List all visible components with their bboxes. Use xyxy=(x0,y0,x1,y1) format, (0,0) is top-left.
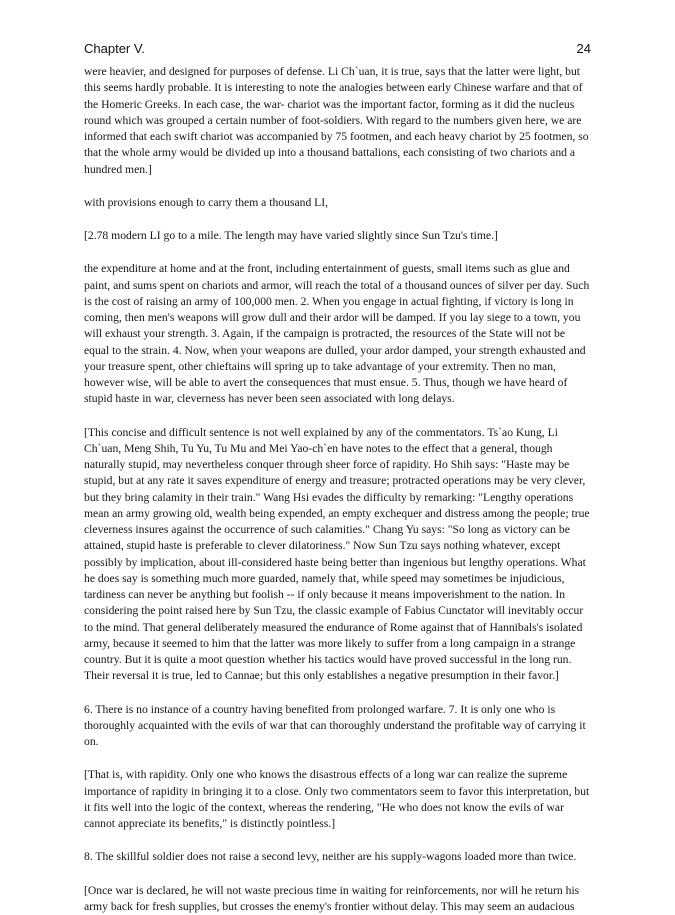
paragraph: 6. There is no instance of a country having benefited from prolonged warfare. 7. It is only one who is thoroughly acquainted with the evils of war that can thoroughly understand the profitable way of carrying it on. xyxy=(84,702,591,751)
chapter-title: Chapter V. xyxy=(84,40,145,58)
paragraph: 8. The skillful soldier does not raise a second levy, neither are his supply-wagons loaded more than twice. xyxy=(84,849,591,865)
paragraph: with provisions enough to carry them a thousand LI, xyxy=(84,195,591,211)
paragraph: the expenditure at home and at the front, including entertainment of guests, small items such as glue and paint, and sums spent on chariots and armor, will reach the total of a thousand ounces of silver per day. Such is the cost of raising an army of 100,000 men. 2. When you engage in actual fighting, if victory is long in coming, then men's weapons will grow dull and their ardor will be damped. If you lay siege to a town, you will exhaust your strength. 3. Again, if the campaign is protracted, the resources of the State will not be equal to the strain. 4. Now, when your weapons are dulled, your ardor damped, your strength exhausted and your treasure spent, other chieftains will spring up to take advantage of your extremity. Then no man, however wise, will be able to avert the consequences that must ensue. 5. Thus, though we have heard of stupid haste in war, cleverness has never been seen associated with long delays. xyxy=(84,261,591,407)
paragraph: [That is, with rapidity. Only one who knows the disastrous effects of a long war can realize the supreme importance of rapidity in bringing it to a close. Only two commentators seem to favor this interpretation, but it fits well into the logic of the context, whereas the rendering, "He who does not know the evils of war cannot appreciate its benefits," is distinctly pointless.] xyxy=(84,767,591,832)
page-body xyxy=(84,64,591,915)
page-header xyxy=(84,40,591,58)
paragraph: [Once war is declared, he will not waste precious time in waiting for reinforcements, nor will he return his army back for fresh supplies, but crosses the enemy's frontier without delay. This may seem an audacious xyxy=(84,883,591,915)
paragraph: [2.78 modern LI go to a mile. The length may have varied slightly since Sun Tzu's time.] xyxy=(84,228,591,244)
paragraph: [This concise and difficult sentence is not well explained by any of the commentators. Ts`ao Kung, Li Ch`uan, Meng Shih, Tu Yu, Tu Mu and Mei Yao-ch`en have notes to the effect that a general, though naturally stupid, may nevertheless conquer through sheer force of rapidity. Ho Shih says: "Haste may be stupid, but at any rate it saves expenditure of energy and treasure; protracted operations may be very clever, but they bring calamity in their train." Wang Hsi evades the difficulty by remarking: "Lengthy operations mean an army growing old, wealth being expended, an empty exchequer and distress among the people; true cleverness insures against the occurrence of such calamities." Chang Yu says: "So long as victory can be attained, stupid haste is preferable to clever dilatoriness." Now Sun Tzu says nothing whatever, except possibly by implication, about ill-considered haste being better than ingenious but lengthy operations. What he does say is something much more guarded, namely that, while speed may sometimes be injudicious, tardiness can never be anything but foolish -- if only because it means impoverishment to the nation. In considering the point raised here by Sun Tzu, the classic example of Fabius Cunctator will inevitably occur to the mind. That general deliberately measured the endurance of Rome against that of Hannibals's isolated army, because it seemed to him that the latter was more likely to suffer from a long campaign in a strange country. But it is quite a moot question whether his tactics would have proved successful in the long run. Their reversal it is true, led to Cannae; but this only establishes a negative presumption in their favor.] xyxy=(84,425,591,685)
paragraph: were heavier, and designed for purposes of defense. Li Ch`uan, it is true, says that the latter were light, but this seems hardly probable. It is interesting to note the analogies between early Chinese warfare and that of the Homeric Greeks. In each case, the war- chariot was the important factor, forming as it did the nucleus round which was grouped a certain number of foot-soldiers. With regard to the numbers given here, we are informed that each swift chariot was accompanied by 75 footmen, and each heavy chariot by 25 footmen, so that the whole army would be divided up into a thousand battalions, each consisting of two chariots and a hundred men.] xyxy=(84,64,591,178)
page-number: 24 xyxy=(577,40,591,58)
